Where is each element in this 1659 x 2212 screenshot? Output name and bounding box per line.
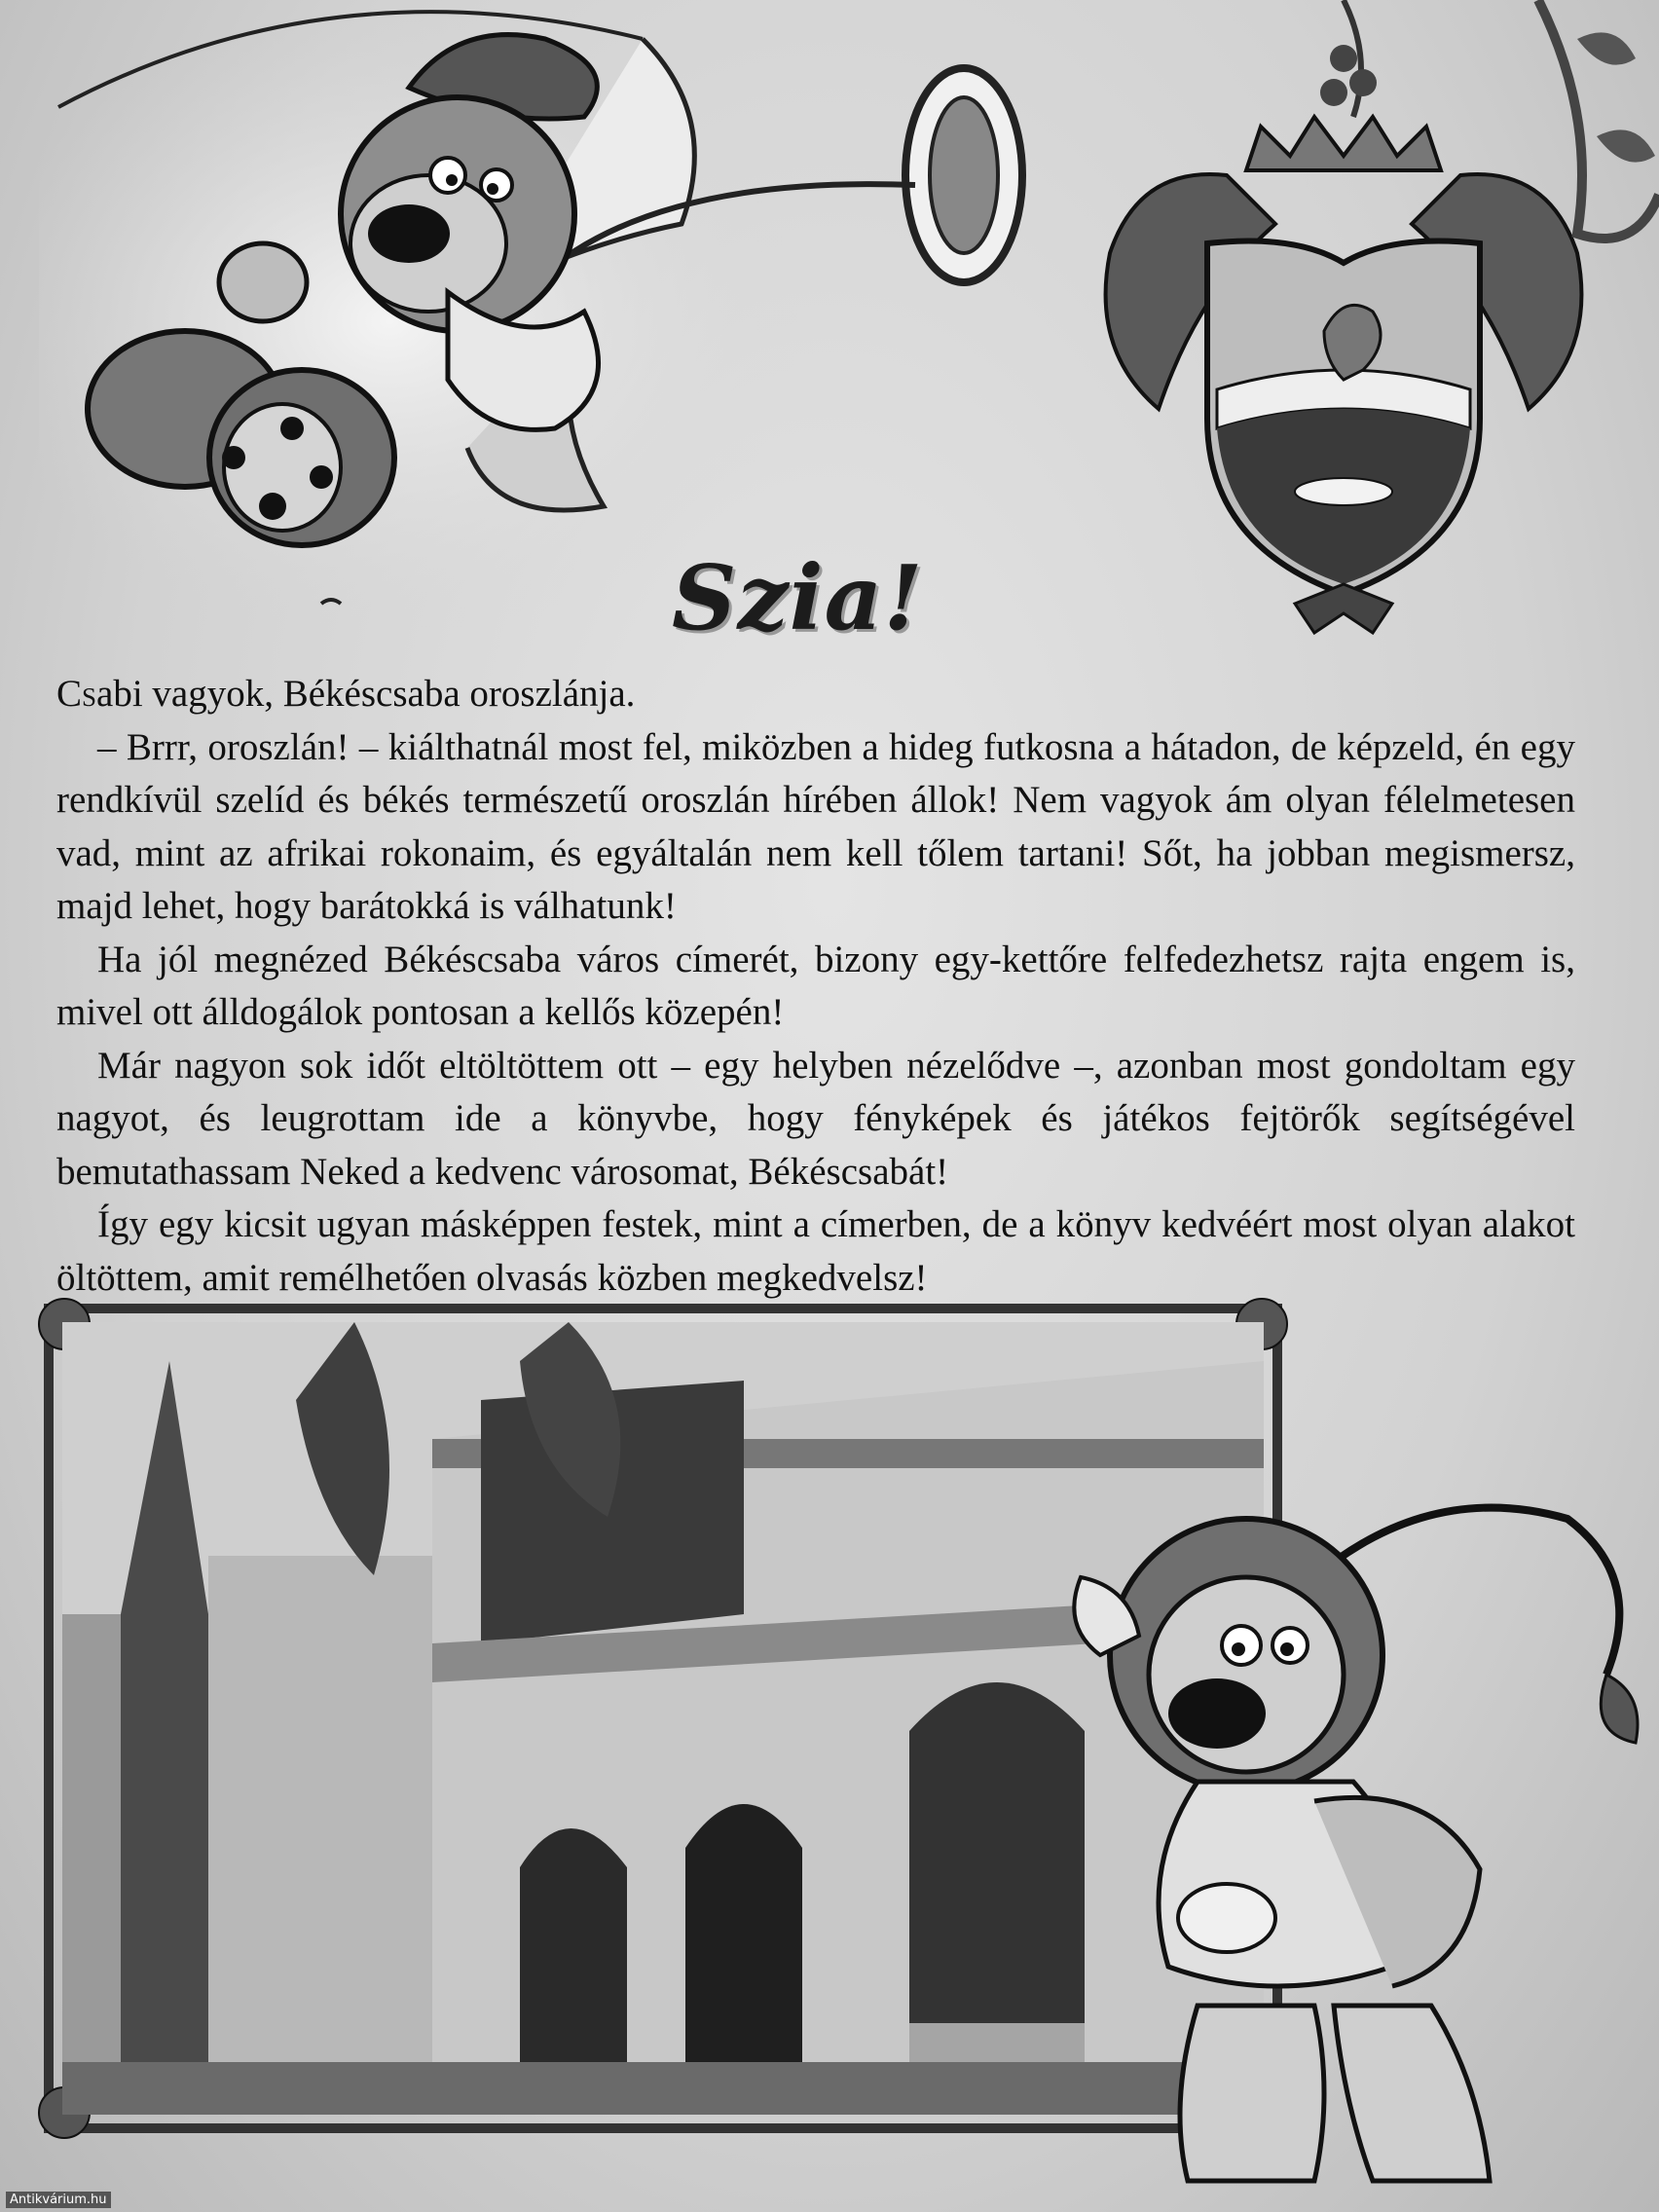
page-heading: Szia!: [672, 545, 924, 650]
body-text: [56, 668, 1575, 1305]
paragraph-dropcap: Cs: [56, 673, 97, 715]
watermark: Antikvárium.hu: [6, 2192, 111, 2208]
coat-of-arms-icon: [1051, 0, 1659, 662]
paragraph-5: Így egy kicsit ugyan másképpen festek, mint a címerben, de a könyv kedvéért most olyan alakot öltöttem, amit remélhetően olvasás közben megkedvelsz!: [56, 1203, 1575, 1299]
paragraph-text: abi vagyok, Békéscsaba oroszlánja.: [96, 673, 636, 715]
paragraph-3: Ha jól megnézed Békéscsaba város címerét, bizony egy-kettőre felfedezhetsz rajta engem is, mivel ott álldogálok pontosan a kellős közepén!: [56, 938, 1575, 1033]
paragraph-4: Már nagyon sok időt eltöltöttem ott – egy helyben nézelődve –, azonban most gondoltam egy nagyot, és leugrottam ide a könyvbe, hogy fényképek és játékos fejtörők segítségével bemutathassam Neked a kedvenc városomat, Békéscsabát!: [56, 1044, 1575, 1193]
paragraph-2: – Brrr, oroszlán! – kiálthatnál most fel, miközben a hideg futkosna a hátadon, de képzeld, én egy rendkívül szelíd és békés természetű oroszlán hírében állok! Nem vagyok ám olyan félelmetesen vad, mint az afrikai rokonaim, és egyáltalán nem kell tőlem tartani! Sőt, ha jobban megismersz, majd lehet, hogy barátokká is válhatunk!: [56, 725, 1575, 927]
paragraph-1: [56, 668, 1575, 721]
cartoon-lion-waving-icon: [1022, 1460, 1659, 2212]
